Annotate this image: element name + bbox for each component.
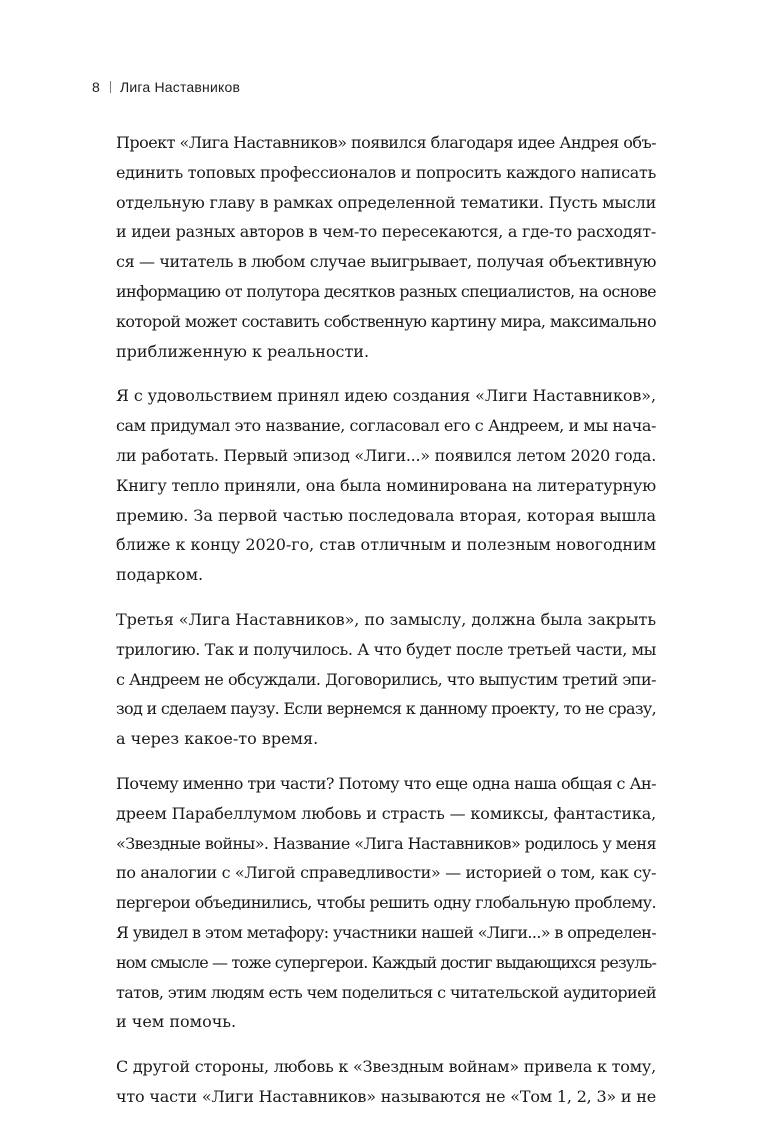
paragraph-4 [116, 769, 656, 1037]
text-line: подарком. [116, 565, 204, 585]
text-line: Я с удовольствием принял идею создания «Лиги Наставников», [116, 386, 656, 406]
text-line: отдельную главу в рамках определенной тематики. Пусть мысли [116, 192, 656, 212]
text-line: Проект «Лига Наставников» появился благодаря идее Андрея объ- [116, 133, 657, 152]
text-line: что части «Лиги Наставников» называются не «Том 1, 2, 3» и не [116, 1086, 657, 1106]
body-text [116, 128, 656, 1127]
text-line: единить топовых профессионалов и попросить каждого написать [116, 162, 657, 182]
text-line: и идеи разных авторов в чем-то пересекаются, а где-то расходят- [116, 222, 656, 242]
text-line: которой может составить собственную картину мира, максимально [116, 311, 656, 331]
text-line: по аналогии с «Лигой справедливости» — историей о том, как су- [116, 863, 657, 883]
header-separator [110, 81, 111, 93]
text-line: ся — читатель в любом случае выигрывает, получая объективную [116, 252, 656, 272]
text-line: ближе к концу 2020-го, став отличным и полезным новогодним [116, 535, 656, 555]
text-line: информацию от полутора десятков разных специалистов, на основе [116, 281, 657, 301]
running-title: Лига Наставников [120, 79, 241, 95]
text-line: приближенную к реальности. [116, 341, 370, 361]
text-line: «Звездные войны». Название «Лига Наставников» родилось у меня [116, 833, 656, 853]
text-line: зод и сделаем паузу. Если вернемся к данному проекту, то не сразу, [116, 699, 656, 719]
paragraph-3 [116, 605, 656, 754]
text-line: сам придумал это название, согласовал его с Андреем, и мы нача- [116, 416, 657, 436]
text-line: Почему именно три части? Потому что еще одна наша общая с Ан- [116, 773, 657, 793]
text-line: ли работать. Первый эпизод «Лиги...» появился летом 2020 года. [116, 445, 657, 465]
text-line: татов, этим людям есть чем поделиться с читательской аудиторией [116, 982, 656, 1002]
text-line: а через какое-то время. [116, 729, 319, 749]
text-line: Я увидел в этом метафору: участники нашей «Лиги...» в определен- [116, 922, 656, 942]
text-line: премию. За первой частью последовала вторая, которая вышла [116, 505, 657, 525]
text-line: с Андреем не обсуждали. Договорились, что выпустим третий эпи- [116, 669, 657, 689]
text-line: пергерои объединились, чтобы решить одну глобальную проблему. [116, 893, 656, 913]
paragraph-2 [116, 381, 656, 590]
paragraph-5 [116, 1052, 656, 1112]
text-line: трилогию. Так и получилось. А что будет после третьей части, мы [116, 639, 656, 659]
text-line: Третья «Лига Наставников», по замыслу, должна была закрыть [116, 609, 657, 629]
text-line: и чем помочь. [116, 1012, 237, 1032]
page-number: 8 [92, 79, 100, 95]
text-line: ном смысле — тоже супергерои. Каждый достиг выдающихся резуль- [116, 952, 657, 972]
text-line: С другой стороны, любовь к «Звездным войнам» привела к тому, [116, 1057, 656, 1077]
text-line: Книгу тепло приняли, она была номинирована на литературную [116, 475, 657, 495]
text-line: дреем Парабеллумом любовь и страсть — комиксы, фантастика, [116, 803, 656, 823]
paragraph-1 [116, 128, 656, 366]
running-header [92, 79, 240, 95]
